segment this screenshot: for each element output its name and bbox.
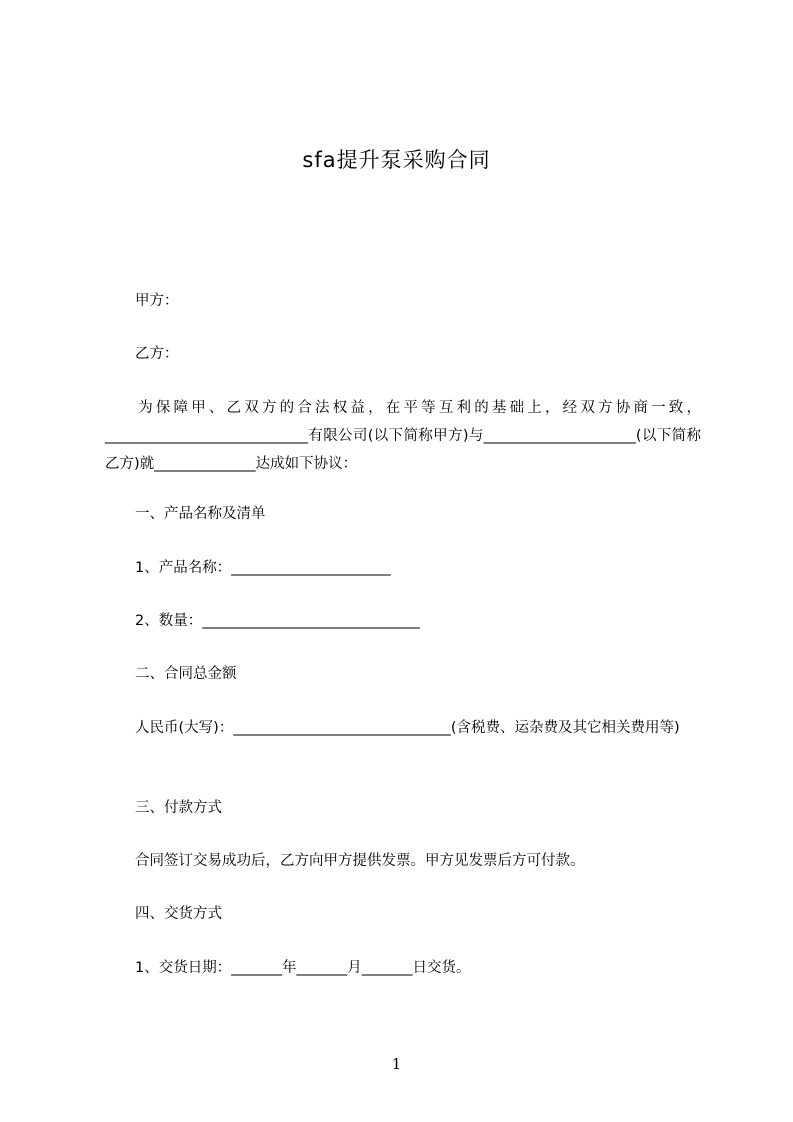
page-number: 1 xyxy=(391,1055,402,1073)
quantity-line: 2、数量：______________________________ xyxy=(135,613,420,629)
preamble-text: 为保障甲、乙双方的合法权益，在平等互利的基础上，经双方协商一致，____________________________有限公司(以下简称甲方)与_____________________(以下简称乙方)就______________达成如下协议： xyxy=(105,400,701,472)
payment-text: 合同签订交易成功后，乙方向甲方提供发票。甲方见发票后方可付款。 xyxy=(135,853,585,869)
party-a-label: 甲方： xyxy=(135,293,179,309)
contract-title: sfa提升泵采购合同 xyxy=(302,148,491,172)
product-name-line: 1、产品名称：______________________ xyxy=(135,560,391,576)
section-3-heading: 三、付款方式 xyxy=(135,800,222,816)
amount-text: 人民币(大写)：______________________________(含税费、运杂费及其它相关费用等) xyxy=(135,720,680,736)
party-b-label: 乙方： xyxy=(135,346,179,362)
section-1-heading: 一、产品名称及清单 xyxy=(135,506,266,522)
section-2-heading: 二、合同总金额 xyxy=(135,666,237,682)
delivery-date-line: 1、交货日期：_______年_______月_______日交货。 xyxy=(135,960,471,976)
amount-paragraph xyxy=(105,714,701,742)
preamble-paragraph xyxy=(105,394,701,478)
section-4-heading: 四、交货方式 xyxy=(135,906,222,922)
